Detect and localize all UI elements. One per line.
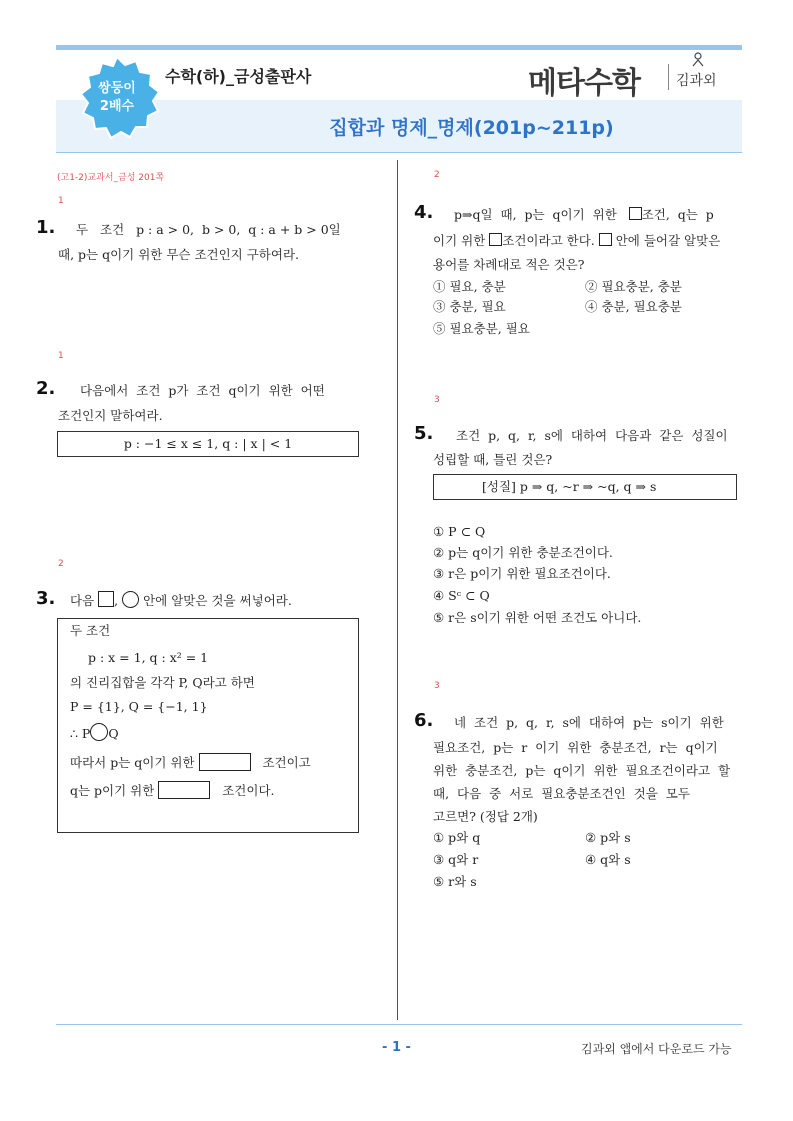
q4-line1-b: 조건, q는 p	[641, 207, 714, 222]
circle-blank-icon	[90, 723, 108, 741]
q6-choice-3[interactable]: ③ q와 r	[433, 852, 479, 867]
q5-choice-4[interactable]: ④ Sᶜ ⊂ Q	[433, 588, 490, 603]
page-number: - 1 -	[382, 1040, 411, 1055]
answer-blank-2[interactable]	[158, 781, 210, 799]
q3-line7-a: q는 p이기 위한	[70, 783, 155, 798]
badge-line-1: 쌍둥이	[98, 81, 136, 96]
q1-difficulty: 1	[58, 196, 64, 206]
q3-line6-b: 조건이고	[262, 755, 311, 770]
answer-blank-1[interactable]	[199, 753, 251, 771]
q3-difficulty: 2	[58, 559, 64, 569]
q3-number: 3.	[36, 588, 56, 609]
q2-line-2: 조건인지 말하여라.	[58, 408, 163, 423]
q4-difficulty: 2	[434, 170, 440, 180]
q6-line-1: 네 조건 p, q, r, s에 대하여 p는 s이기 위한	[454, 715, 724, 730]
q5-number: 5.	[414, 423, 434, 444]
q2-line-1: 다음에서 조건 p가 조건 q이기 위한 어떤	[80, 383, 325, 398]
q4-line2-a: 이기 위한	[433, 233, 486, 248]
square-blank-icon	[98, 591, 114, 607]
badge-line-2: 2배수	[99, 99, 135, 114]
footer-line	[56, 1024, 742, 1025]
column-divider	[397, 160, 398, 1020]
square-blank-icon	[599, 233, 612, 246]
q6-choice-2[interactable]: ② p와 s	[585, 830, 631, 845]
q5-choice-3[interactable]: ③ r은 p이기 위한 필요조건이다.	[433, 566, 611, 581]
q4-line-3: 용어를 차례대로 적은 것은?	[433, 257, 585, 272]
q3-intro-c: 안에 알맞은 것을 써넣어라.	[143, 593, 292, 608]
square-blank-icon	[629, 207, 642, 220]
q5-choice-2[interactable]: ② p는 q이기 위한 충분조건이다.	[433, 545, 613, 560]
q3-box-line-6	[70, 751, 311, 775]
q2-number: 2.	[36, 378, 56, 399]
q1-number: 1.	[36, 217, 56, 238]
logo-subtext: 김과외	[676, 73, 717, 89]
q4-choice-1[interactable]: ① 필요, 충분	[433, 279, 506, 294]
q4-line-1	[454, 203, 714, 227]
q3-intro	[70, 589, 292, 613]
q2-difficulty: 1	[58, 351, 64, 361]
q5-line-2: 성립할 때, 틀린 것은?	[433, 452, 553, 467]
q6-line-3: 위한 충분조건, p는 q이기 위한 필요조건이라고 할	[433, 763, 731, 778]
q3-box-line-2: p : x = 1, q : x² = 1	[88, 650, 209, 665]
badge-label	[73, 80, 161, 116]
q6-line-4: 때, 다음 중 서로 필요충분조건인 것을 모두	[433, 786, 690, 801]
q5-property-box: [성질] p ⇒ q, ~r ⇒ ~q, q ⇒ s	[433, 474, 737, 500]
q5-choice-1[interactable]: ① P ⊂ Q	[433, 524, 486, 539]
page-title: 집합과 명제_명제(201p~211p)	[329, 117, 614, 139]
q3-box-line-4: P = {1}, Q = {−1, 1}	[70, 699, 208, 714]
q3-line7-b: 조건이다.	[222, 783, 275, 798]
q4-line-2	[433, 229, 720, 253]
q6-choice-5[interactable]: ⑤ r와 s	[433, 874, 477, 889]
q3-intro-a: 다음	[70, 593, 95, 608]
q3-solution-box	[57, 618, 359, 833]
q4-line2-c: 안에 들어갈 알맞은	[615, 233, 721, 248]
q3-box-line-3: 의 진리집합을 각각 P, Q라고 하면	[70, 675, 255, 690]
q5-choice-5[interactable]: ⑤ r은 s이기 위한 어떤 조건도 아니다.	[433, 610, 642, 625]
q4-choice-5[interactable]: ⑤ 필요충분, 필요	[433, 321, 530, 336]
q3-intro-b: ,	[114, 593, 119, 608]
circle-blank-icon	[122, 591, 139, 608]
q5-difficulty: 3	[434, 395, 440, 405]
source-label: (고1-2)교과서_금성 201쪽	[57, 173, 165, 183]
q3-therefore-p: ∴ P	[70, 726, 91, 741]
q6-difficulty: 3	[434, 681, 440, 691]
q2-condition-box: p : −1 ≤ x ≤ 1, q : | x | < 1	[57, 431, 359, 457]
square-blank-icon	[489, 233, 502, 246]
logo-divider	[668, 64, 669, 90]
q4-choice-2[interactable]: ② 필요충분, 충분	[585, 279, 682, 294]
q6-number: 6.	[414, 710, 434, 731]
q1-line-1: 두 조건 p : a > 0, b > 0, q : a + b > 0일	[76, 222, 341, 237]
header-bottom-line	[56, 152, 742, 153]
q6-line-5: 고르면? (정답 2개)	[433, 809, 538, 824]
q3-box-line-7	[70, 779, 275, 803]
q4-line2-b: 조건이라고 한다.	[502, 233, 595, 248]
q4-choice-3[interactable]: ③ 충분, 필요	[433, 299, 506, 314]
q1-line-2: 때, p는 q이기 위한 무슨 조건인지 구하여라.	[58, 247, 299, 262]
q6-choice-1[interactable]: ① p와 q	[433, 830, 481, 845]
brand-logo: 메타수학	[528, 66, 640, 101]
q4-number: 4.	[414, 202, 434, 223]
q6-line-2: 필요조건, p는 r 이기 위한 충분조건, r는 q이기	[433, 740, 718, 755]
q4-line1-a: p⇒q일 때, p는 q이기 위한	[454, 207, 617, 222]
person-icon	[690, 52, 706, 68]
q3-box-line-1: 두 조건	[70, 623, 111, 638]
subject-label: 수학(하)_금성출판사	[165, 67, 312, 86]
footer-download-note: 김과외 앱에서 다운로드 가능	[581, 1042, 732, 1056]
q6-choice-4[interactable]: ④ q와 s	[585, 852, 631, 867]
q5-line-1: 조건 p, q, r, s에 대하여 다음과 같은 성질이	[456, 428, 728, 443]
q3-box-line-5	[70, 722, 119, 746]
q3-line6-a: 따라서 p는 q이기 위한	[70, 755, 195, 770]
q3-therefore-q: Q	[108, 726, 119, 741]
q4-choice-4[interactable]: ④ 충분, 필요충분	[585, 299, 682, 314]
header-top-bar	[56, 45, 742, 50]
